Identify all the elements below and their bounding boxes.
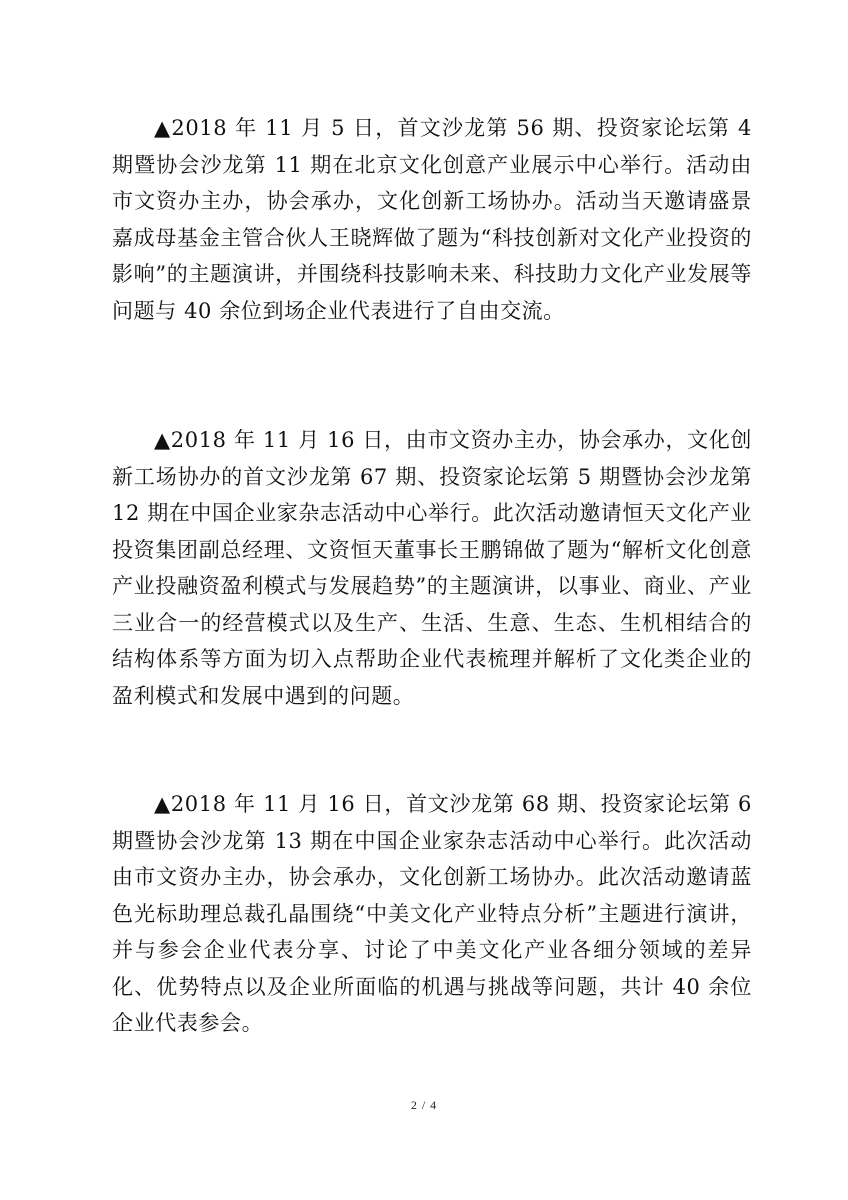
news-paragraph-1: ▲2018 年 11 月 5 日，首文沙龙第 56 期、投资家论坛第 4 期暨协会沙龙第 11 期在北京文化创意产业展示中心举行。活动由市文资办主办，协会承办，文化创新工场协办。活动当天邀请盛景嘉成母基金主管合伙人王晓辉做了题为“科技创新对文化产业投资的影响”的主题演讲，并围绕科技影响未来、科技助力文化产业发展等问题与 40 余位到场企业代表进行了自由交流。 <box>112 116 752 323</box>
page-number: 2 / 4 <box>410 1098 438 1112</box>
news-paragraph-3: ▲2018 年 11 月 16 日，首文沙龙第 68 期、投资家论坛第 6 期暨协会沙龙第 13 期在中国企业家杂志活动中心举行。此次活动由市文资办主办，协会承办，文化创新工场协办。此次活动邀请蓝色光标助理总裁孔晶围绕“中美文化产业特点分析”主题进行演讲，并与参会企业代表分享、讨论了中美文化产业各细分领域的差异化、优势特点以及企业所面临的机遇与挑战等问题，共计 40 余位企业代表参会。 <box>112 792 752 1035</box>
news-paragraph-2: ▲2018 年 11 月 16 日，由市文资办主办，协会承办，文化创新工场协办的首文沙龙第 67 期、投资家论坛第 5 期暨协会沙龙第 12 期在中国企业家杂志活动中心举行。此次活动邀请恒天文化产业投资集团副总经理、文资恒天董事长王鹏锦做了题为“解析文化创意产业投融资盈利模式与发展趋势”的主题演讲，以事业、商业、产业三业合一的经营模式以及生产、生活、生意、生态、生机相结合的结构体系等方面为切入点帮助企业代表梳理并解析了文化类企业的盈利模式和发展中遇到的问题。 <box>112 428 752 708</box>
